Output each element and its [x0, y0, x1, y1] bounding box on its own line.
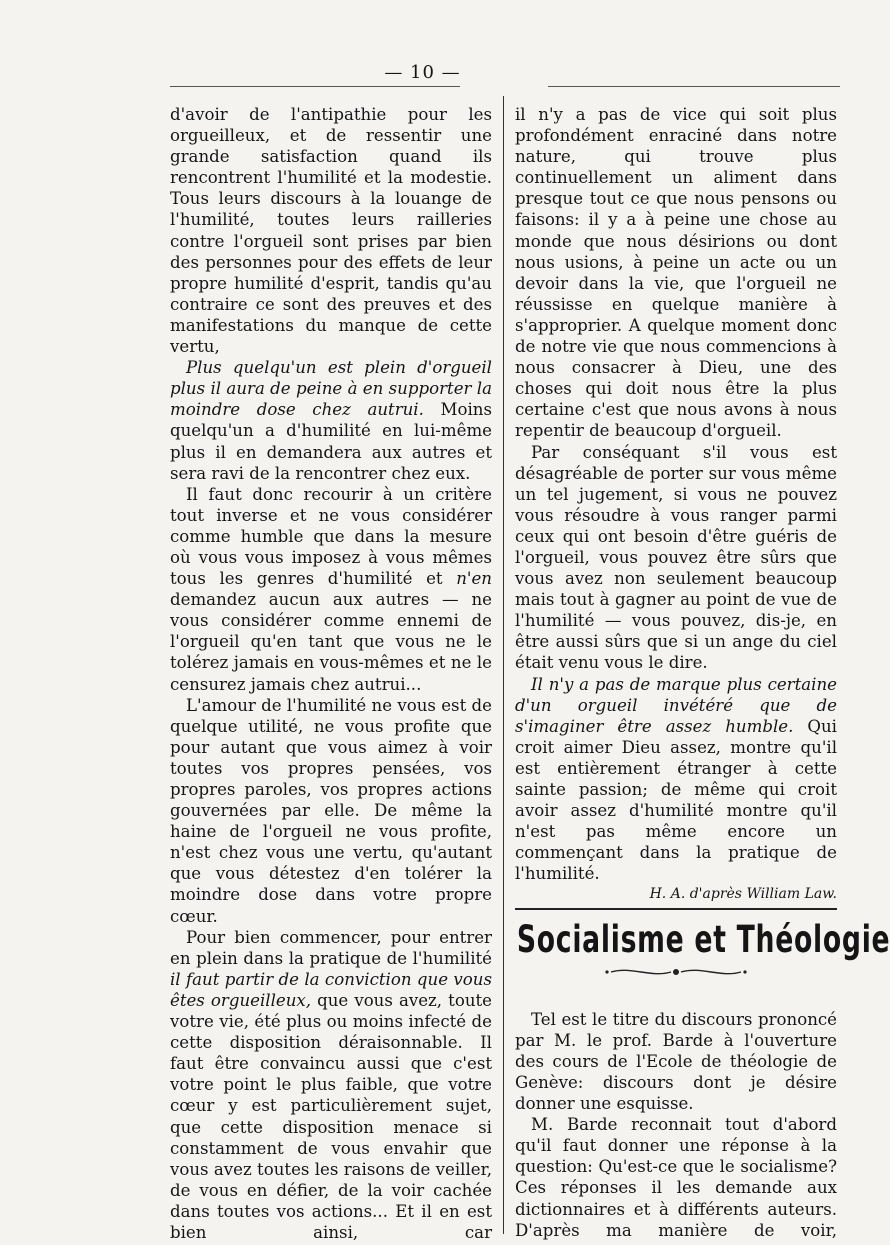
text-run: L'amour de l'humilité ne vous est de quelque utilité, ne vous profite que pour autant que vous aimez à voir toutes vos propres pensées, vos propres paroles, vos propres actions gouvernées par elle. De même la haine de l'orgueil ne vous profite, n'est chez vous une vertu, qu'autant que vous détestez d'en tolérer la moindre dose dans votre propre cœur. [170, 695, 492, 926]
text-run: Qui croit aimer Dieu assez, montre qu'il est entièrement étranger à cette sainte passion; de même qui croit avoir assez d'humilité montre qu'il n'est pas même encore un commençant dans la pratique de l'humilité. [515, 716, 837, 884]
italic-text: Il n'y a pas de marque plus certaine d'un orgueil invétéré que de s'imaginer être assez humble. [515, 674, 837, 736]
paragraph [170, 357, 492, 484]
paragraph [515, 442, 837, 674]
paragraph [515, 1114, 837, 1241]
text-run: que vous avez, toute votre vie, été plus ou moins infecté de cette disposition déraisonnable. Il faut être convaincu aussi que c'est votre point le plus faible, que votre cœur y est particulièrement sujet, que cette disposition menace si constamment de vous envahir que vous avez toutes les raisons de veiller, de vous en défier, de la voir cachée dans toutes vos actions... Et il en est bien ainsi, car [170, 990, 492, 1242]
text-run: demandez aucun aux autres — ne vous considérer comme ennemi de l'orgueil qu'en tant que vous ne le tolérez jamais en vous-mêmes et ne le censurez jamais chez autrui... [170, 590, 492, 694]
text-run: Par conséquant s'il vous est désagréable de porter sur vous même un tel jugement, si vous ne pouvez vous résoudre à vous ranger parmi ceux qui ont besoin d'être guéris de l'orgueil, vous pouvez être sûrs que vous avez non seulement beaucoup mais tout à gagner au point de vue de l'humilité — vous pouvez, dis-je, en être aussi sûrs que si un ange du ciel était venu vous le dire. [515, 442, 837, 673]
header-rule-right [548, 86, 840, 87]
paragraph [170, 695, 492, 927]
page-number: — 10 — [384, 62, 461, 83]
ornament-flourish-icon [515, 964, 837, 985]
paragraph [515, 674, 837, 885]
italic-text: Plus quelqu'un est plein d'orgueil plus il aura de peine à en supporter la moindre dose chez autrui. [170, 358, 492, 420]
paragraph [170, 484, 492, 695]
header-rule-left [170, 86, 460, 87]
column-divider [503, 96, 504, 1234]
paragraph [170, 927, 492, 1243]
paragraph [515, 104, 837, 442]
section-title: Socialisme et Théologie [516, 917, 890, 961]
right-column [515, 104, 890, 1241]
paragraph [515, 1009, 837, 1114]
paragraph [170, 104, 492, 357]
text-run: il n'y a pas de vice qui soit plus profondément enraciné dans notre nature, qui trouve plus continuellement un aliment dans presque tout ce que nous pensons ou faisons: il y a à peine une chose au monde que nous désirions ou dont nous usions, à peine un acte ou un devoir dans la vie, que l'orgueil ne réussisse en quelque manière à s'approprier. A quelque moment donc de notre vie que nous commencions à nous consacrer à Dieu, une des choses qui doit nous être la plus certaine c'est que nous avons à nous repentir de beaucoup d'orgueil. [515, 105, 837, 441]
author-signature: H. A. d'après William Law. [649, 886, 837, 903]
italic-text: n'en [456, 569, 492, 589]
text-run: Il faut donc recourir à un critère tout inverse et ne vous considérer comme humble que dans la mesure où vous vous imposez à vous mêmes tous les genres d'humilité et [170, 484, 492, 589]
left-column [170, 104, 492, 1243]
text-run: Pour bien commencer, pour entrer en plein dans la pratique de l'humilité [170, 927, 492, 968]
text-run: Tel est le titre du discours prononcé par M. le prof. Barde à l'ouverture des cours de l'Ecole de théologie de Genève: discours dont je désire donner une esquisse. [515, 1009, 837, 1114]
section-rule [515, 908, 837, 910]
text-run: Moins quelqu'un a d'humilité en lui-même plus il en demandera aux autres et sera ravi de la rencontrer chez eux. [170, 400, 492, 483]
text-run: M. Barde reconnait tout d'abord qu'il faut donner une réponse à la question: Qu'est-ce que le socialisme? Ces réponses il les demande aux dictionnaires et à différents auteurs. D'après ma manière de voir, [515, 1115, 837, 1240]
italic-text: il faut partir de la conviction que vous êtes orgueilleux, [170, 969, 492, 1010]
text-run: d'avoir de l'antipathie pour les orgueilleux, et de ressentir une grande satisfaction quand ils rencontrent l'humilité et la modestie. Tous leurs discours à la louange de l'humilité, toutes leurs railleries contre l'orgueil sont prises par bien des personnes pour des effets de leur propre humilité d'esprit, tandis qu'au contraire ce sont des preuves et des manifestations du manque de cette vertu, [170, 105, 492, 357]
